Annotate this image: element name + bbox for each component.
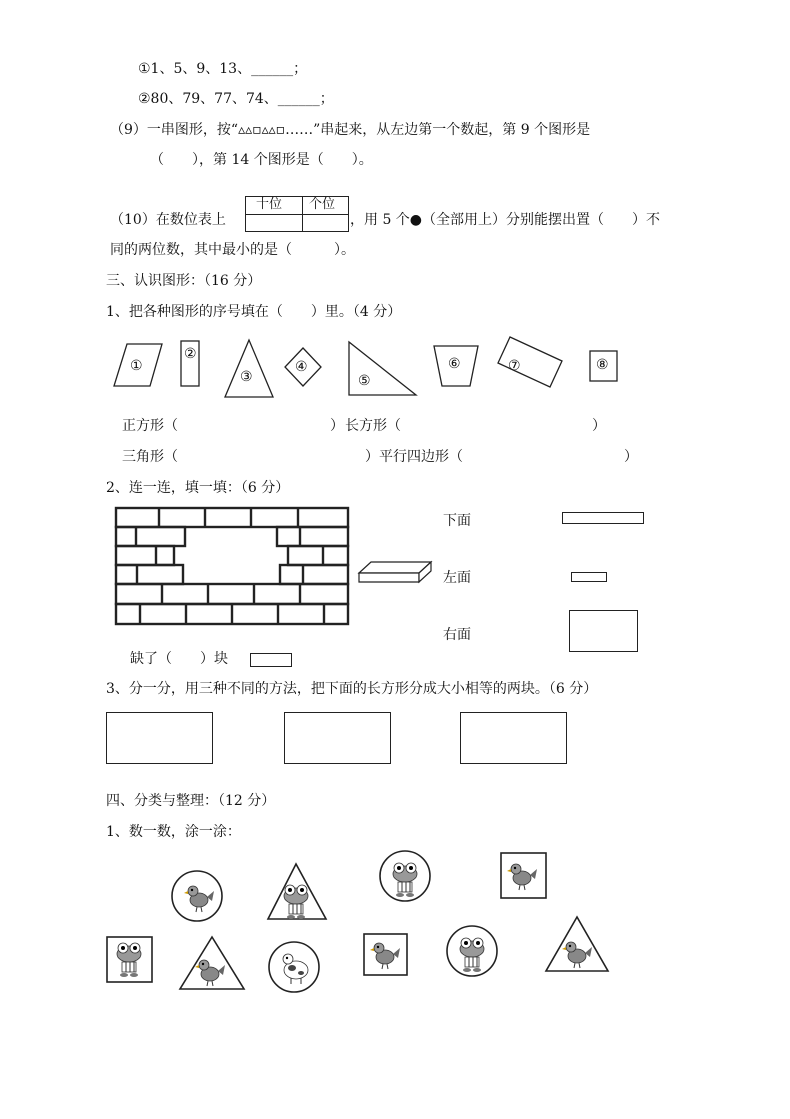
triangle-frog-1: [268, 864, 326, 919]
shape-label-4: ④: [295, 359, 308, 375]
shapes-row: [0, 330, 790, 410]
brick-3d: [355, 553, 435, 593]
triangle-bird-1: [180, 937, 244, 989]
missing-brick-shape: [250, 653, 292, 667]
missing-bricks-answer: 缺了（ ）块: [130, 651, 228, 667]
s4-q1-prompt: 1、数一数，涂一涂：: [106, 824, 241, 840]
square-answer-close: ）: [330, 418, 344, 434]
q8-line1: ①1、5、9、13、______；: [138, 61, 308, 77]
shape-label-2: ②: [184, 346, 197, 362]
parallelogram-answer-close: ）: [624, 449, 638, 465]
shape-label-7: ⑦: [508, 358, 521, 374]
shape-label-8: ⑧: [596, 357, 609, 373]
q8-line2: ②80、79、77、74、______；: [138, 91, 334, 107]
view-bottom-shape: [562, 512, 644, 524]
q10-line2: 同的两位数，其中最小的是（ ）。: [110, 242, 355, 258]
triangle-bird-2: [546, 917, 608, 971]
circle-cow-1: [269, 942, 319, 992]
shape-label-1: ①: [130, 358, 143, 374]
shape-label-6: ⑥: [448, 356, 461, 372]
rectangle-method-3[interactable]: [460, 712, 567, 764]
rectangle-method-2[interactable]: [284, 712, 391, 764]
view-right-label: 右面: [443, 627, 471, 643]
rectangle-method-1[interactable]: [106, 712, 213, 764]
section4-title: 四、分类与整理：（12 分）: [106, 793, 276, 809]
triangle-answer: 三角形（: [122, 449, 178, 465]
shape-label-5: ⑤: [358, 373, 371, 389]
q9-line1: （9）一串图形，按“▵▵▫▵▵▫……”串起来，从左边第一个数起，第 9 个图形是: [110, 122, 591, 138]
s3-q1-prompt: 1、把各种图形的序号填在（ ）里。（4 分）: [106, 304, 402, 320]
q9-line2: （ ），第 14 个图形是（ ）。: [150, 152, 373, 168]
rectangle-answer-close: ）: [592, 418, 606, 434]
circle-frog-2: [447, 926, 497, 976]
square-bird-1: [501, 853, 546, 898]
shape-label-3: ③: [240, 369, 253, 385]
section3-title: 三、认识图形：（16 分）: [106, 273, 262, 289]
square-frog-1: [107, 937, 152, 982]
triangle-answer-close: ）: [365, 449, 379, 465]
view-bottom-label: 下面: [443, 513, 471, 529]
parallelogram-answer: 平行四边形（: [379, 449, 463, 465]
circle-frog-1: [380, 851, 430, 901]
q10-suffix: ，用 5 个●（全部用上）分别能摆出置（ ）不: [350, 212, 661, 228]
rectangle-answer: 长方形（: [345, 418, 401, 434]
square-bird-2: [364, 934, 407, 975]
q10-prefix: （10）在数位表上: [110, 212, 226, 228]
place-value-table: [245, 196, 349, 232]
ones-label: 个位: [309, 197, 336, 212]
view-left-label: 左面: [443, 570, 471, 586]
s3-q3-prompt: 3、分一分，用三种不同的方法，把下面的长方形分成大小相等的两块。（6 分）: [106, 681, 598, 697]
sorting-figures: [0, 845, 790, 1015]
view-left-shape: [571, 572, 607, 582]
tens-label: 十位: [256, 197, 283, 212]
brick-wall: [110, 504, 360, 634]
s3-q2-prompt: 2、连一连，填一填：（6 分）: [106, 480, 290, 496]
view-right-shape: [569, 610, 638, 652]
square-answer: 正方形（: [122, 418, 178, 434]
circle-bird-1: [172, 871, 222, 921]
